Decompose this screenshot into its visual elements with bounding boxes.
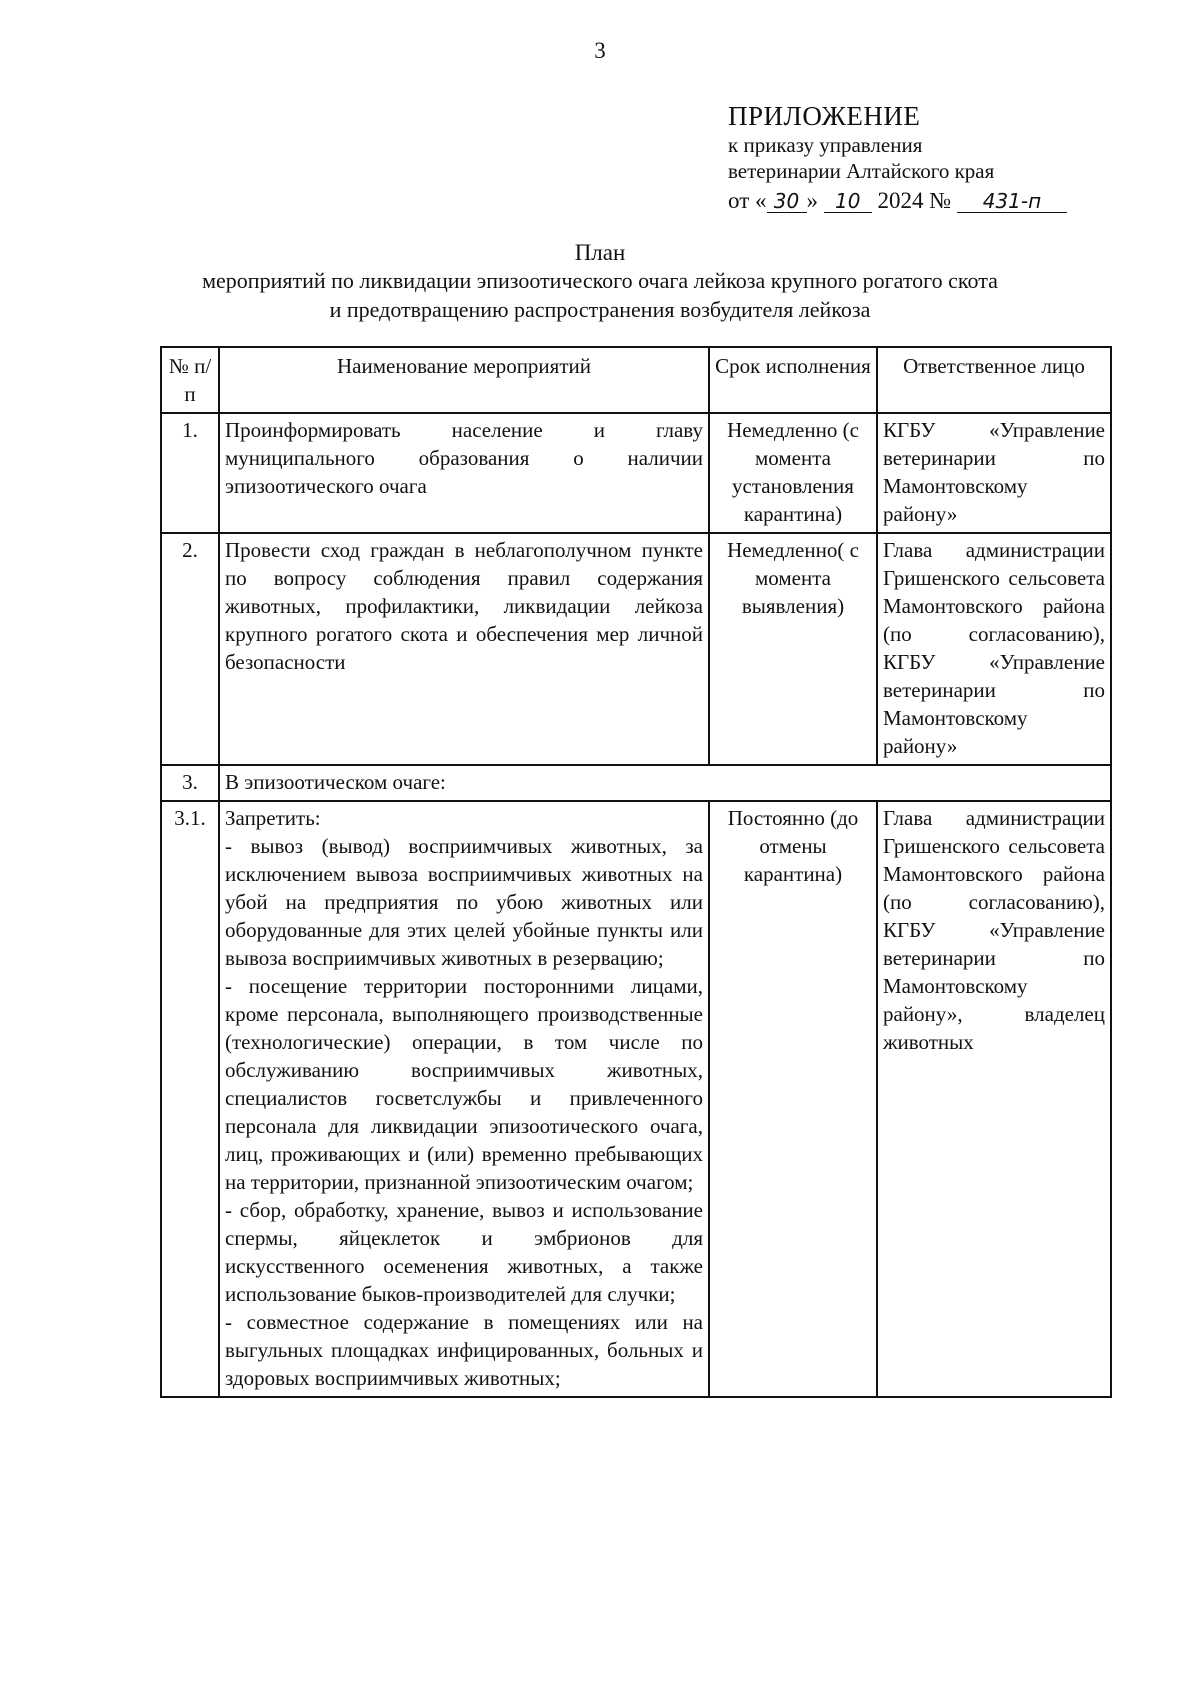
table-row (161, 765, 1111, 801)
table-row (161, 413, 1111, 533)
row-number: 3. (161, 765, 219, 801)
row-term: Немедленно (с момента установления карантина) (709, 413, 877, 533)
plan-subtitle (140, 266, 1060, 324)
measure-heading: Запретить: (225, 806, 321, 830)
appendix-date-line (728, 186, 1168, 216)
row-measure: Провести сход граждан в неблагополучном пункте по вопросу соблюдения правил содержания животных, профилактики, ликвидации лейкоза крупного рогатого скота и обеспечения мер личной безопасности (219, 533, 709, 765)
measure-item: - посещение территории посторонними лицами, кроме персонала, выполняющего производственные (технологические) операции, в том числе по обслуживанию восприимчивых животных, специалистов госветслужбы и привлеченного персонала для ликвидации эпизоотического очага, лиц, проживающих и (или) временно пребывающих на территории, признанной эпизоотическим очагом; (225, 974, 703, 1194)
measure-item: - вывоз (вывод) восприимчивых животных, за исключением вывоза восприимчивых животных на убой на предприятия по убою животных или оборудованные для этих целей убойные пункты или вывоза восприимчивых животных в резервацию; (225, 834, 703, 970)
handwritten-order-number: 431-п (957, 190, 1067, 213)
appendix-line-2: ветеринарии Алтайского края (728, 159, 995, 183)
header-num: № п/п (161, 347, 219, 413)
measure-item: - совместное содержание в помещениях или на выгульных площадках инфицированных, больных и здоровых восприимчивых животных; (225, 1310, 703, 1390)
row-section-heading: В эпизоотическом очаге: (219, 765, 1111, 801)
measures-table (160, 346, 1112, 1398)
row-responsible: Глава администрации Гришенского сельсовета Мамонтовского района (по согласованию), КГБУ «Управление ветеринарии по Мамонтовскому району», владелец животных (877, 801, 1111, 1397)
row-term: Постоянно (до отмены карантина) (709, 801, 877, 1397)
page-number: 3 (594, 38, 606, 63)
row-measure (219, 801, 709, 1397)
table-row (161, 801, 1111, 1397)
handwritten-day: 30 (767, 190, 807, 213)
date-prefix: от « (728, 188, 767, 213)
plan-subtitle-line-2: и предотвращению распространения возбудителя лейкоза (329, 297, 871, 322)
appendix-title: ПРИЛОЖЕНИЕ (728, 101, 921, 131)
header-responsible: Ответственное лицо (877, 347, 1111, 413)
row-number: 1. (161, 413, 219, 533)
table-row (161, 533, 1111, 765)
date-mid: » (806, 188, 818, 213)
row-number: 2. (161, 533, 219, 765)
row-term: Немедленно( с момента выявления) (709, 533, 877, 765)
appendix-line-1: к приказу управления (728, 133, 923, 157)
row-responsible: КГБУ «Управление ветеринарии по Мамонтовскому району» (877, 413, 1111, 533)
header-term: Срок исполнения (709, 347, 877, 413)
date-year: 2024 № (877, 188, 952, 213)
row-number: 3.1. (161, 801, 219, 1397)
plan-subtitle-line-1: мероприятий по ликвидации эпизоотического очага лейкоза крупного рогатого скота (202, 268, 998, 293)
measure-item: - сбор, обработку, хранение, вывоз и использование спермы, яйцеклеток и эмбрионов для искусственного осеменения животных, а также использование быков-производителей для случки; (225, 1198, 703, 1306)
row-responsible: Глава администрации Гришенского сельсовета Мамонтовского района (по согласованию), КГБУ «Управление ветеринарии по Мамонтовскому району» (877, 533, 1111, 765)
appendix-block (728, 100, 1168, 216)
header-name: Наименование мероприятий (219, 347, 709, 413)
table-header-row (161, 347, 1111, 413)
row-measure: Проинформировать население и главу муниципального образования о наличии эпизоотического очага (219, 413, 709, 533)
handwritten-month: 10 (824, 190, 872, 213)
plan-title: План (574, 240, 626, 265)
